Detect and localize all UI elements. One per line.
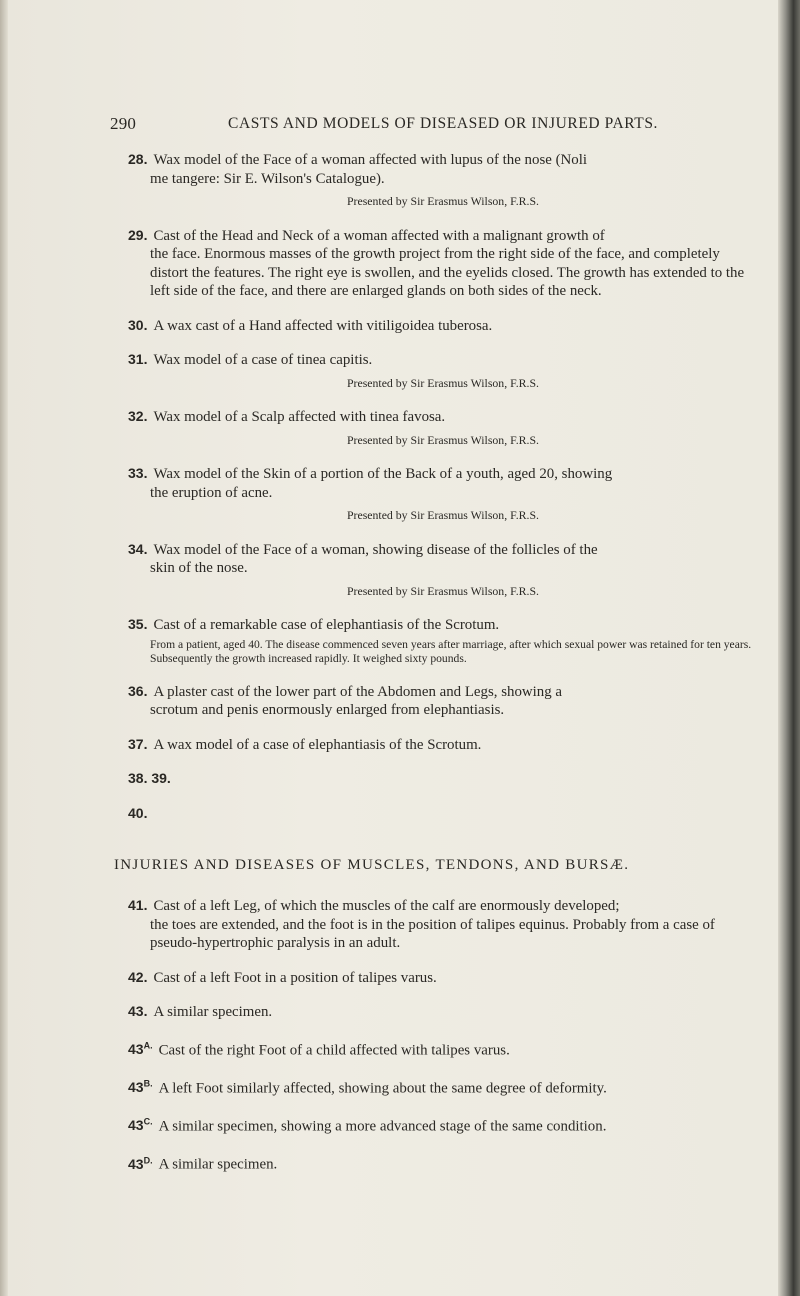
- entry-number-suffix: D.: [143, 1154, 153, 1165]
- catalogue-entry: [128, 464, 758, 525]
- catalogue-entry: [128, 150, 758, 211]
- catalogue-entry: [128, 540, 758, 601]
- entry-number: $43^{D.}$: [128, 1154, 153, 1172]
- page-gutter-shadow: [0, 0, 8, 1296]
- entry-first-line: A similar specimen, showing a more advanced stage of the same condition.: [158, 1118, 607, 1135]
- entry-number: $43^{A.}$: [128, 1040, 153, 1058]
- entry-text: [128, 540, 758, 560]
- entry-first-line: A wax cast of a Hand affected with vitiligoidea tuberosa.: [153, 317, 493, 334]
- entry-first-line: Wax model of a Scalp affected with tinea favosa.: [153, 409, 446, 425]
- entry-number-suffix: A.: [143, 1040, 153, 1051]
- entry-text: [128, 615, 758, 635]
- entry-first-line: Wax model of the Skin of a portion of the Back of a youth, aged 20, showing: [153, 466, 613, 482]
- entry-first-line: Wax model of the Face of a woman, showing disease of the follicles of the: [153, 541, 598, 558]
- entry-number: 33.: [128, 465, 148, 481]
- entries-section-skin: [128, 150, 758, 823]
- entry-text: [128, 350, 758, 370]
- entry-first-line: Wax model of a case of tinea capitis.: [153, 352, 373, 368]
- catalogue-entry: [128, 226, 758, 301]
- entry-first-line: Wax model of the Face of a woman affected with lupus of the nose (Noli: [153, 152, 588, 168]
- entry-number-suffix: B.: [143, 1078, 153, 1089]
- entry-first-line: A similar specimen.: [153, 1004, 273, 1020]
- entry-number: 38. 39.: [128, 770, 171, 786]
- entry-number: 30.: [128, 316, 148, 333]
- entry-number-suffix: C.: [143, 1116, 153, 1127]
- catalogue-entry: [128, 769, 758, 789]
- catalogue-entry: [128, 407, 758, 449]
- entry-number: $43^{B.}$: [128, 1078, 153, 1096]
- entry-text: [128, 316, 758, 336]
- catalogue-entry: [128, 968, 758, 988]
- catalogue-entry: [128, 1075, 758, 1098]
- entry-text: [128, 226, 758, 246]
- donor-credit: Presented by Sir Erasmus Wilson, F.R.S.: [346, 432, 540, 447]
- entry-first-line: A plaster cast of the lower part of the Abdomen and Legs, showing a: [153, 683, 563, 700]
- entry-continuation: the face. Enormous masses of the growth project from the right side of the face, and completely distort the features. The right eye is swollen, and the eyelids closed. The growth has extended to the left side of the face, and there are enlarged glands on both sides of the neck.: [150, 246, 745, 299]
- catalogue-entry: [128, 682, 758, 720]
- entry-number: 32.: [128, 408, 148, 424]
- catalogue-content: [114, 150, 758, 1189]
- entry-note: From a patient, aged 40. The disease commenced seven years after marriage, after which sexual power was retained for ten years. Subsequently the growth increased rapidly. It weighed sixty pounds.: [150, 637, 752, 665]
- page-number: 290: [110, 114, 137, 133]
- donor-credit: Presented by Sir Erasmus Wilson, F.R.S.: [346, 508, 540, 522]
- entry-continuation: skin of the nose.: [150, 560, 248, 576]
- entry-number: 41.: [128, 897, 148, 913]
- running-title: CASTS AND MODELS OF DISEASED OR INJURED PARTS.: [228, 115, 659, 132]
- entry-first-line: A similar specimen.: [158, 1156, 278, 1173]
- entry-text: [128, 1002, 758, 1022]
- entry-first-line: Cast of the Head and Neck of a woman affected with a malignant growth of: [153, 227, 605, 244]
- entry-text: [128, 896, 758, 916]
- catalogue-entry: [128, 804, 758, 824]
- entry-first-line: Cast of a left Leg, of which the muscles of the calf are enormously developed;: [153, 898, 620, 914]
- entry-text: [128, 682, 758, 702]
- catalogue-entry: [128, 896, 758, 953]
- entry-first-line: A left Foot similarly affected, showing about the same degree of deformity.: [158, 1080, 607, 1097]
- entry-first-line: Cast of the right Foot of a child affected with talipes varus.: [158, 1042, 510, 1059]
- catalogue-entry: [128, 316, 758, 336]
- entry-text: [128, 407, 758, 427]
- catalogue-entry: [128, 1037, 758, 1060]
- entry-text: [128, 968, 758, 988]
- entry-number: 37.: [128, 735, 148, 752]
- catalogue-entry: [128, 735, 758, 755]
- entry-text: [128, 1113, 758, 1136]
- section-heading: INJURIES AND DISEASES OF MUSCLES, TENDONS, AND BURSÆ.: [114, 857, 630, 873]
- entry-continuation: me tangere: Sir E. Wilson's Catalogue).: [150, 170, 385, 187]
- entry-number: 31.: [128, 351, 148, 367]
- entry-number: 28.: [128, 151, 148, 167]
- entry-number: 43.: [128, 1003, 148, 1019]
- entry-text: [128, 769, 758, 789]
- entry-continuation: scrotum and penis enormously enlarged from elephantiasis.: [150, 702, 505, 718]
- entry-continuation: the toes are extended, and the foot is in the position of talipes equinus. Probably from a case of pseudo-hypertrophic paralysis in an adult.: [150, 916, 715, 951]
- entry-number: 34.: [128, 540, 148, 557]
- entry-number: 29.: [128, 226, 148, 243]
- page-edge-shadow: [778, 0, 800, 1296]
- donor-credit: Presented by Sir Erasmus Wilson, F.R.S.: [346, 375, 540, 390]
- entry-number: 35.: [128, 616, 148, 632]
- entry-number: $43^{C.}$: [128, 1116, 153, 1134]
- entry-text: [128, 804, 758, 824]
- donor-credit: Presented by Sir Erasmus Wilson, F.R.S.: [346, 583, 540, 598]
- catalogue-entry: [128, 615, 758, 667]
- catalogue-entry: [128, 350, 758, 392]
- entry-first-line: A wax model of a case of elephantiasis of the Scrotum.: [153, 736, 482, 753]
- entry-continuation: the eruption of acne.: [150, 484, 273, 501]
- entry-text: [128, 464, 758, 484]
- catalogue-entry: [128, 1002, 758, 1022]
- entry-text: [128, 150, 758, 170]
- entry-first-line: Cast of a left Foot in a position of talipes varus.: [153, 969, 437, 986]
- entry-number: 42.: [128, 968, 148, 985]
- entry-text: [128, 1151, 758, 1174]
- entry-number: 36.: [128, 682, 148, 699]
- entry-text: [128, 1075, 758, 1098]
- entries-section-muscles: [128, 896, 758, 1174]
- catalogue-entry: [128, 1113, 758, 1136]
- entry-number: 40.: [128, 804, 148, 821]
- entry-text: [128, 1037, 758, 1060]
- catalogue-entry: [128, 1151, 758, 1174]
- donor-credit: Presented by Sir Erasmus Wilson, F.R.S.: [346, 194, 540, 208]
- entry-text: [128, 735, 758, 755]
- entry-first-line: Cast of a remarkable case of elephantiasis of the Scrotum.: [153, 617, 500, 633]
